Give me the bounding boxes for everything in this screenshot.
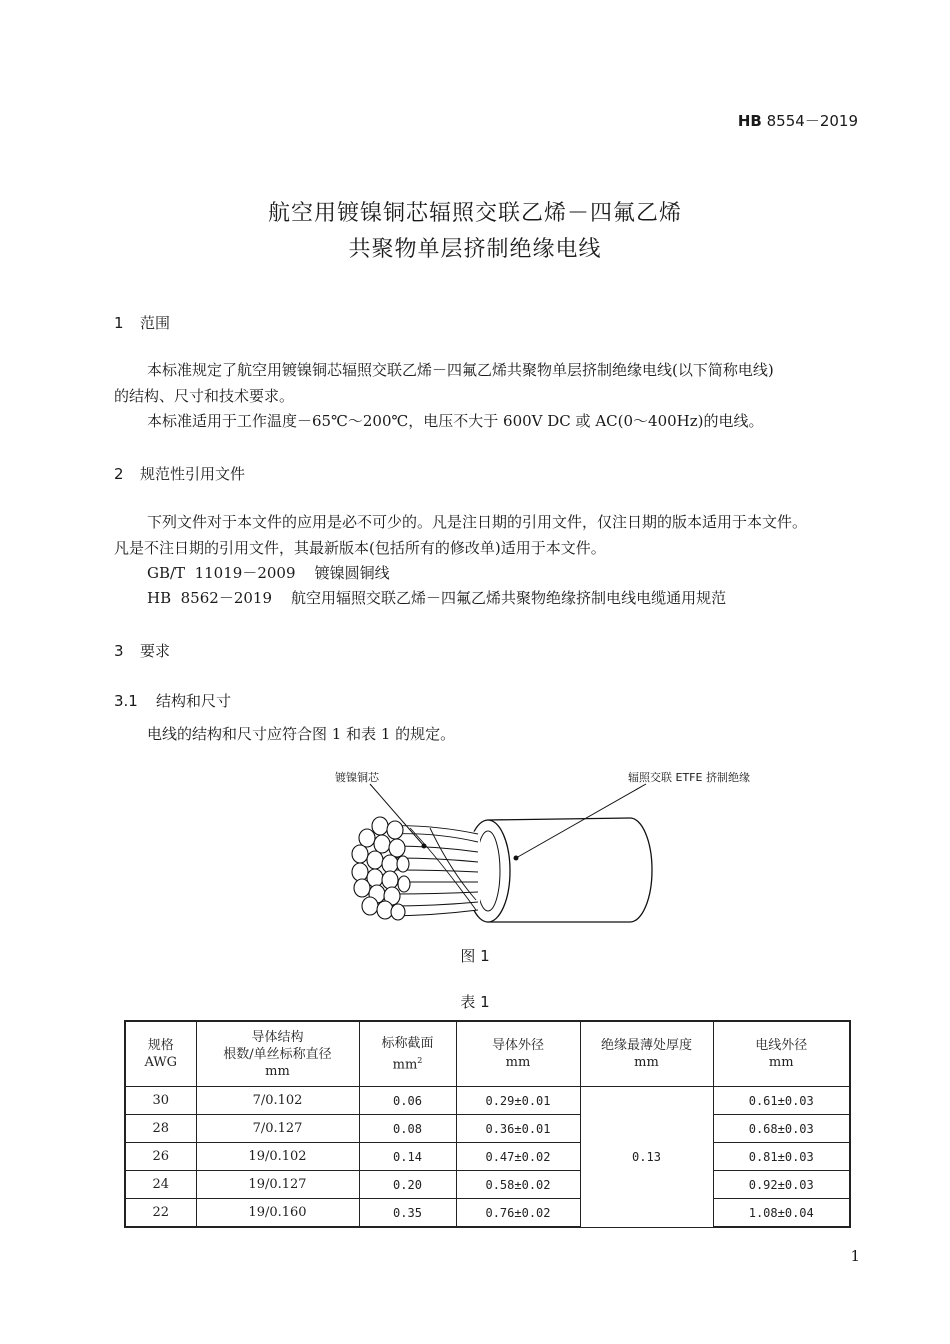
cell-area: 0.35 [359, 1199, 456, 1228]
cell-awg: 24 [125, 1171, 196, 1199]
standard-code [738, 110, 858, 131]
table-row [125, 1115, 850, 1143]
cell-wire-od: 0.81±0.03 [713, 1143, 850, 1171]
cell-conductor-od: 0.47±0.02 [456, 1143, 580, 1171]
section-3-1-heading [114, 690, 231, 711]
table-header-row [125, 1021, 850, 1087]
cell-insulation-thickness: 0.13 [580, 1087, 713, 1228]
cell-conductor-od: 0.36±0.01 [456, 1115, 580, 1143]
cell-conductor-od: 0.58±0.02 [456, 1171, 580, 1199]
conductor-label: 镀镍铜芯 [335, 771, 379, 784]
cell-structure: 7/0.102 [196, 1087, 359, 1115]
section-2-paragraph-line-1: 下列文件对于本文件的应用是必不可少的。凡是注日期的引用文件，仅注日期的版本适用于本文件。 [147, 513, 808, 531]
section-1-title: 范围 [140, 314, 171, 332]
table-row [125, 1087, 850, 1115]
cell-awg: 30 [125, 1087, 196, 1115]
cell-area: 0.08 [359, 1115, 456, 1143]
cell-awg: 26 [125, 1143, 196, 1171]
section-2-paragraph-line-2: 凡是不注日期的引用文件，其最新版本(包括所有的修改单)适用于本文件。 [114, 539, 606, 557]
section-1-paragraph-1-line-1: 本标准规定了航空用镀镍铜芯辐照交联乙烯－四氟乙烯共聚物单层挤制绝缘电线(以下简称电线) [147, 361, 774, 379]
section-3-1-number: 3.1 [114, 692, 138, 710]
table-row [125, 1143, 850, 1171]
wire-structure-figure [300, 760, 780, 940]
cell-conductor-od: 0.29±0.01 [456, 1087, 580, 1115]
cell-structure: 19/0.127 [196, 1171, 359, 1199]
wire-illustration [300, 760, 780, 940]
section-1-heading [114, 312, 170, 333]
cell-wire-od: 0.68±0.03 [713, 1115, 850, 1143]
header-awg: 规格 AWG [125, 1021, 196, 1087]
section-1-paragraph-2: 本标准适用于工作温度－65℃～200℃，电压不大于 600V DC 或 AC(0～400Hz)的电线。 [147, 412, 764, 430]
cell-area: 0.06 [359, 1087, 456, 1115]
cell-conductor-od: 0.76±0.02 [456, 1199, 580, 1228]
cell-structure: 7/0.127 [196, 1115, 359, 1143]
normative-reference-1: GB/T 11019－2009 镀镍圆铜线 [147, 564, 390, 582]
cell-awg: 28 [125, 1115, 196, 1143]
table-title: 表 1 [460, 993, 490, 1011]
standard-number: 8554－2019 [761, 112, 858, 130]
section-3-1-title: 结构和尺寸 [156, 692, 232, 710]
section-3-heading [114, 640, 170, 661]
normative-reference-2: HB 8562－2019 航空用辐照交联乙烯－四氟乙烯共聚物绝缘挤制电线电缆通用规范 [147, 589, 727, 607]
table-row [125, 1199, 850, 1228]
table-row [125, 1171, 850, 1199]
document-title-line-2: 共聚物单层挤制绝缘电线 [348, 237, 602, 262]
cell-wire-od: 1.08±0.04 [713, 1199, 850, 1228]
insulation-label: 辐照交联 ETFE 挤制绝缘 [628, 771, 750, 784]
insulation-jacket [488, 818, 652, 922]
cell-area: 0.20 [359, 1171, 456, 1199]
standard-prefix: HB [737, 112, 762, 130]
section-2-number: 2 [114, 465, 124, 483]
section-3-number: 3 [114, 642, 124, 660]
header-conductor-structure: 导体结构 根数/单丝标称直径 mm [196, 1021, 359, 1087]
cell-wire-od: 0.61±0.03 [713, 1087, 850, 1115]
section-2-title: 规范性引用文件 [140, 465, 246, 483]
section-1-paragraph-1-line-2: 的结构、尺寸和技术要求。 [114, 387, 295, 405]
section-2-heading [114, 463, 245, 484]
document-title-line-1: 航空用镀镍铜芯辐照交联乙烯－四氟乙烯 [267, 201, 682, 226]
section-1-number: 1 [114, 314, 124, 332]
header-wire-od: 电线外径 mm [713, 1021, 850, 1087]
figure-caption: 图 1 [460, 947, 490, 965]
cell-structure: 19/0.102 [196, 1143, 359, 1171]
header-insulation-thickness: 绝缘最薄处厚度 mm [580, 1021, 713, 1087]
page-number: 1 [850, 1247, 860, 1265]
header-nominal-area: 标称截面 $mm^2$ [359, 1021, 456, 1087]
header-conductor-od: 导体外径 mm [456, 1021, 580, 1087]
cell-wire-od: 0.92±0.03 [713, 1171, 850, 1199]
conductor-leader-dot [422, 844, 427, 849]
cell-awg: 22 [125, 1199, 196, 1228]
insulation-leader-dot [514, 856, 519, 861]
strand-ends [352, 817, 410, 920]
section-3-1-paragraph: 电线的结构和尺寸应符合图 1 和表 1 的规定。 [147, 725, 456, 743]
specification-table [124, 1020, 851, 1228]
section-3-title: 要求 [140, 642, 171, 660]
cell-structure: 19/0.160 [196, 1199, 359, 1228]
cell-area: 0.14 [359, 1143, 456, 1171]
